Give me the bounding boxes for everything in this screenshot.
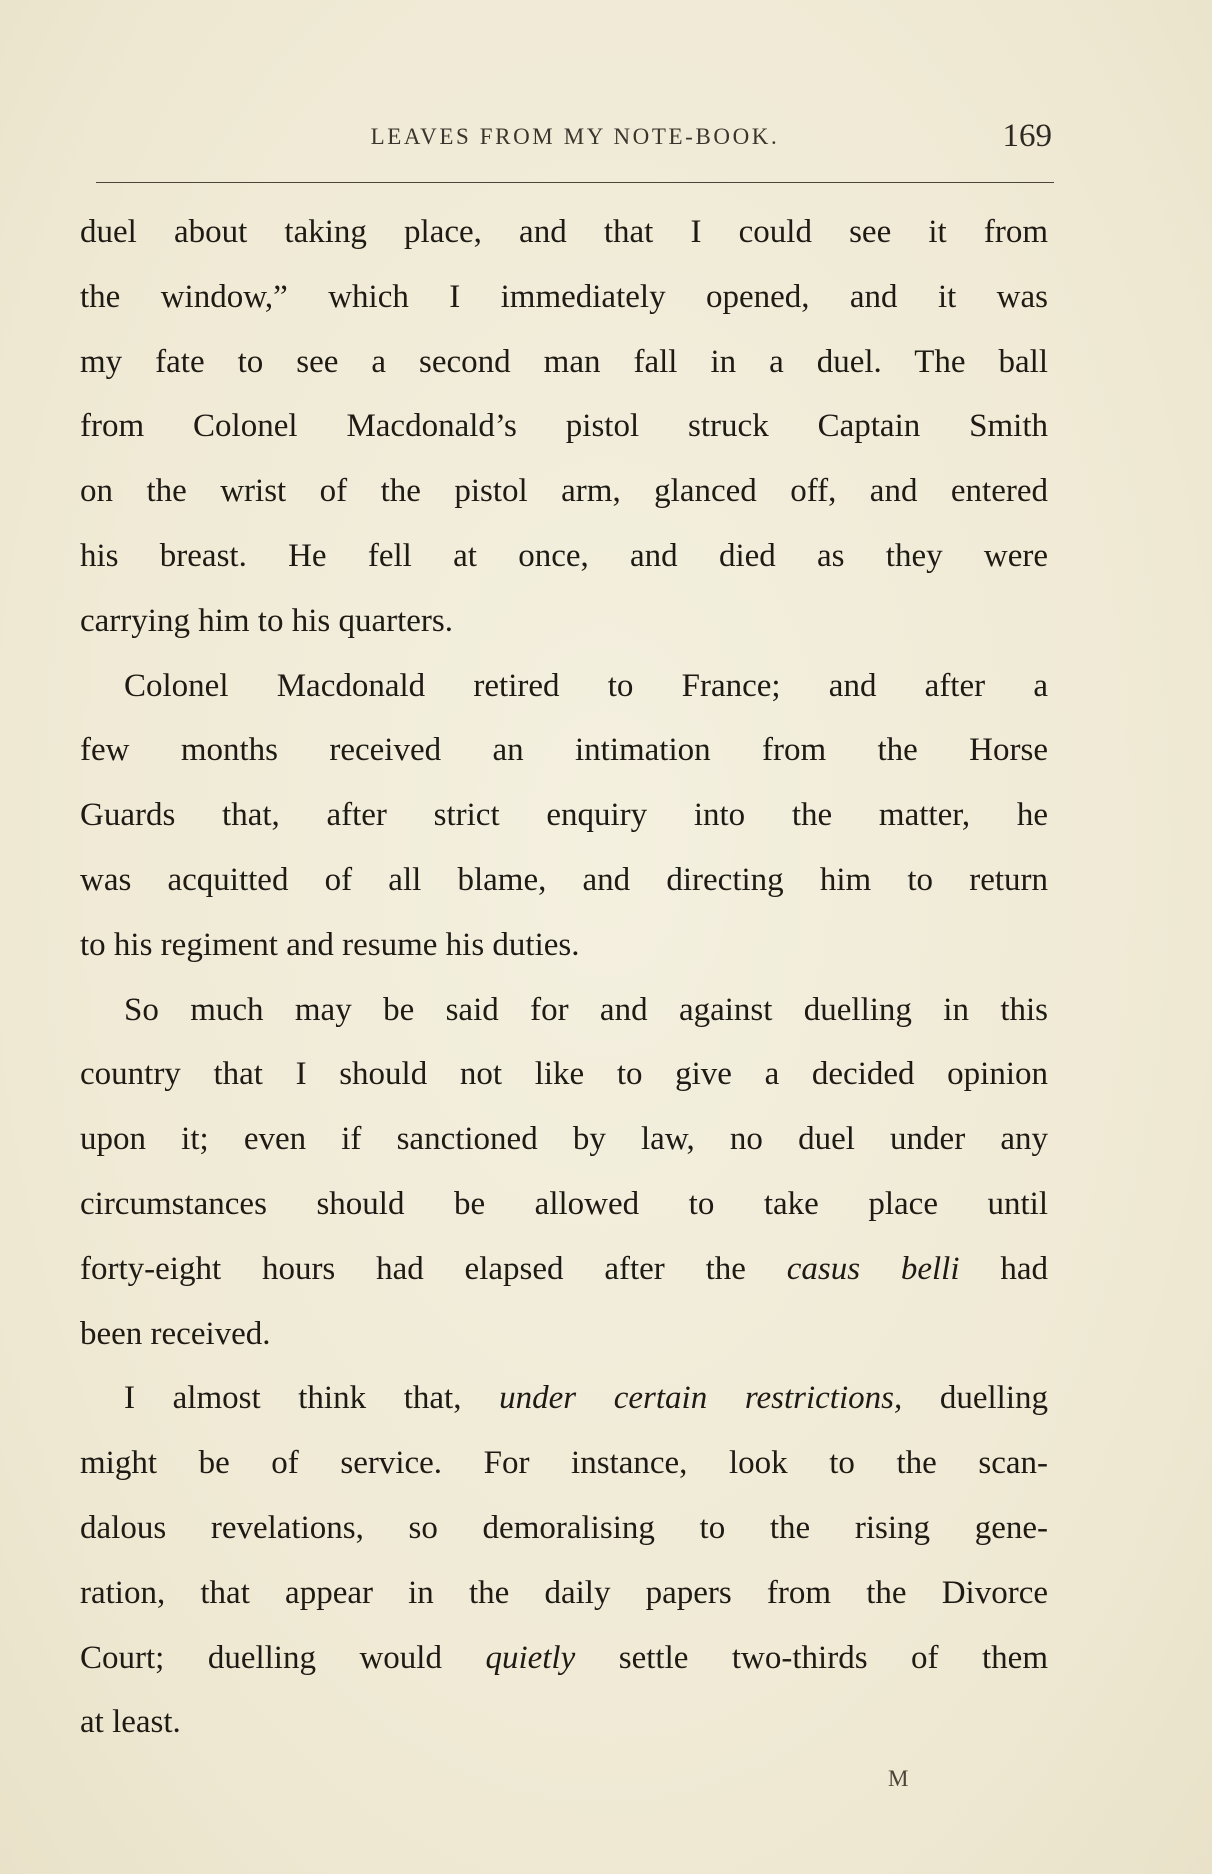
text-line: his breast. He fell at once, and died as they were <box>80 537 1048 574</box>
body-text <box>80 200 1048 1740</box>
text-line: at least. <box>80 1704 181 1740</box>
text-line: duel about taking place, and that I could see it from <box>80 214 1048 250</box>
text-line: So much may be said for and against duelling in this <box>124 991 1048 1028</box>
text-line: to his regiment and resume his duties. <box>80 926 580 963</box>
text-line: dalous revelations, so demoralising to the rising gene- <box>80 1509 1048 1546</box>
text-line: country that I should not like to give a decided opinion <box>80 1056 1048 1093</box>
text-line: upon it; even if sanctioned by law, no duel under any <box>80 1121 1048 1158</box>
text-line: the window,” which I immediately opened, and it was <box>80 278 1048 315</box>
italic-phrase: under certain restrictions, <box>499 1380 903 1417</box>
text-line: carrying him to his quarters. <box>80 602 453 639</box>
text-line: Guards that, after strict enquiry into the matter, he <box>80 797 1048 834</box>
paragraph-4 <box>80 1366 1048 1740</box>
text-line-with-italic <box>80 1626 1048 1691</box>
text-line: on the wrist of the pistol arm, glanced off, and entered <box>80 473 1048 510</box>
text-segment: forty-eight hours had elapsed after the <box>80 1250 787 1287</box>
paragraph-3 <box>80 978 1048 1367</box>
text-segment: settle two-thirds of them <box>575 1639 1048 1676</box>
paragraph-1 <box>80 200 1048 654</box>
text-line: been received. <box>80 1315 271 1352</box>
text-line: was acquitted of all blame, and directing him to return <box>80 861 1048 898</box>
running-title: LEAVES FROM MY NOTE-BOOK. <box>370 124 780 149</box>
text-segment: Court; duelling would <box>80 1639 486 1676</box>
text-segment: duelling <box>902 1380 1048 1417</box>
header-rule <box>96 182 1054 183</box>
text-line: ration, that appear in the daily papers from the Divorce <box>80 1574 1048 1611</box>
text-line-with-italic <box>80 1237 1048 1302</box>
italic-phrase: casus belli <box>786 1250 960 1287</box>
running-head <box>96 118 1054 162</box>
text-line: might be of service. For instance, look to the scan- <box>80 1445 1048 1482</box>
text-line: few months received an intimation from the Horse <box>80 732 1048 769</box>
text-segment: I almost think that, <box>124 1380 500 1417</box>
italic-phrase: quietly <box>485 1639 576 1676</box>
text-line: circumstances should be allowed to take place until <box>80 1185 1048 1222</box>
text-line: Colonel Macdonald retired to France; and after a <box>124 667 1048 704</box>
text-line: from Colonel Macdonald’s pistol struck Captain Smith <box>80 408 1048 445</box>
signature-mark: M <box>888 1766 910 1791</box>
text-segment: had <box>959 1250 1048 1287</box>
text-line: my fate to see a second man fall in a duel. The ball <box>80 343 1048 380</box>
page-number: 169 <box>1002 118 1052 154</box>
paragraph-2 <box>80 654 1048 978</box>
text-line-with-italic <box>80 1366 1048 1431</box>
